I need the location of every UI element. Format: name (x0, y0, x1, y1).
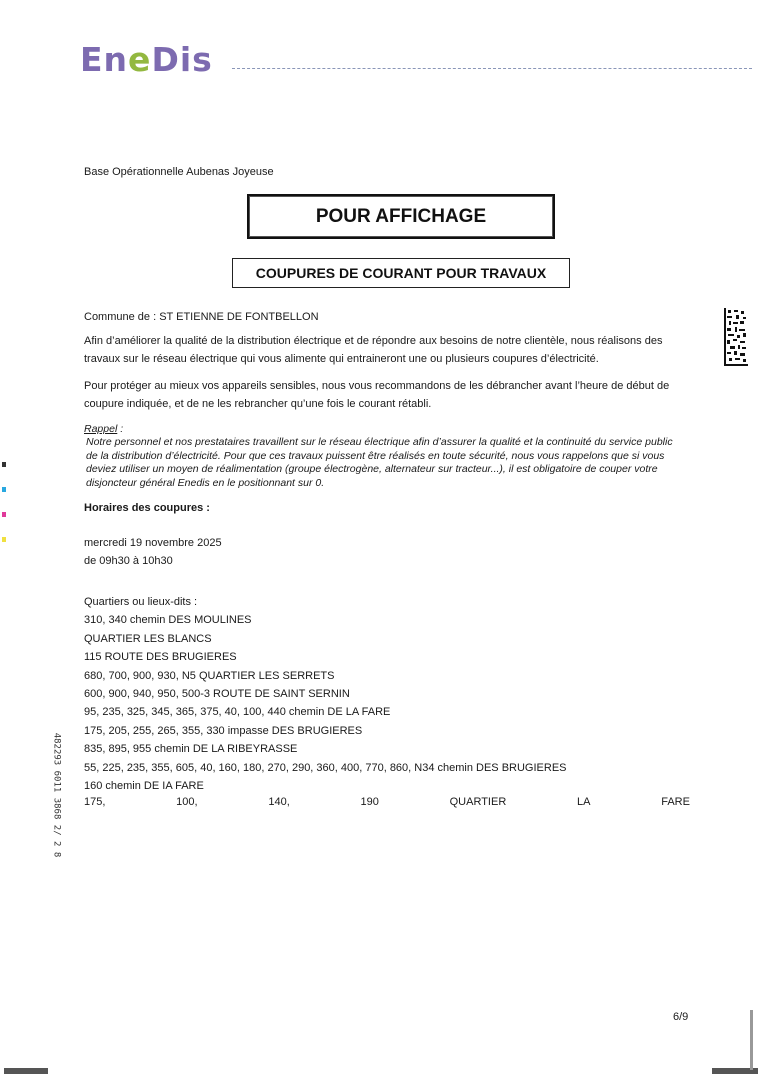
datamatrix-code-icon (724, 308, 748, 366)
list-item: 680, 700, 900, 930, N5 QUARTIER LES SERRETS (84, 669, 335, 682)
scan-edge-left (4, 1068, 48, 1074)
base-label: Base Opérationnelle Aubenas Joyeuse (84, 166, 274, 178)
print-mark-yellow (2, 537, 6, 542)
rappel-block (84, 423, 684, 490)
last-row-word: 175, (84, 796, 106, 808)
print-mark-cyan (2, 487, 6, 492)
outage-time: de 09h30 à 10h30 (84, 555, 173, 567)
print-mark-magenta (2, 512, 6, 517)
places-last-row (84, 796, 690, 808)
enedis-logo (80, 40, 213, 79)
last-row-word: QUARTIER (449, 796, 507, 808)
rappel-body: Notre personnel et nos prestataires travaillent sur le réseau électrique afin d’assurer la qualité et la continuité du service public de la distribution d’électricité. Pour que ces travaux puissent être réalisés en toute sécurité, nous vous rappelons que si vous deviez utiliser un moyen de réalimentation (groupe électrogène, alternateur sur tracteur...), il est obligatoire de couper votre disjoncteur général Enedis en le positionnant sur 0. (86, 436, 673, 489)
list-item: 115 ROUTE DES BRUGIERES (84, 651, 237, 664)
list-item: 175, 205, 255, 265, 355, 330 impasse DES BRUGIERES (84, 724, 363, 737)
page-number: 6/9 (673, 1011, 689, 1023)
paragraph-2: Pour protéger au mieux vos appareils sensibles, nous vous recommandons de les débrancher avant l’heure de début de coupure indiquée, et de ne les rebrancher qu’une fois le courant rétabli. (84, 380, 670, 410)
horaires-label: Horaires des coupures : (84, 502, 210, 514)
list-item: 835, 895, 955 chemin DE LA RIBEYRASSE (84, 743, 298, 756)
places-label: Quartiers ou lieux-dits : (84, 596, 198, 608)
logo-text-part-1: En (80, 40, 129, 79)
last-row-word: FARE (661, 796, 690, 808)
last-row-word: 140, (268, 796, 290, 808)
side-reference-code: 482293 6011 3868 2/ 2 8 (51, 732, 62, 858)
last-row-word: 100, (176, 796, 198, 808)
last-row-word: 190 (360, 796, 379, 808)
outage-date: mercredi 19 novembre 2025 (84, 537, 222, 549)
list-item: 160 chemin DE IA FARE (84, 779, 204, 792)
places-list (84, 593, 704, 795)
print-mark-black (2, 462, 6, 467)
title-main: POUR AFFICHAGE (247, 194, 555, 239)
list-item: QUARTIER LES BLANCS (84, 632, 212, 645)
list-item: 600, 900, 940, 950, 500-3 ROUTE DE SAINT SERNIN (84, 687, 350, 700)
logo-text-part-3: Dis (151, 40, 213, 79)
rappel-title-suffix: : (117, 423, 124, 435)
paragraph-1: Afin d’améliorer la qualité de la distribution électrique et de répondre aux besoins de notre clientèle, nous réalisons des travaux sur le réseau électrique qui vous alimente qui entraineront une ou plusieurs coupures d’électricité. (84, 335, 663, 365)
list-item: 55, 225, 235, 355, 605, 40, 160, 180, 270, 290, 360, 400, 770, 860, N34 chemin DES BRUGIERES (84, 761, 567, 774)
logo-text-part-2: e (128, 40, 152, 79)
list-item: 95, 235, 325, 345, 365, 375, 40, 100, 440 chemin DE LA FARE (84, 706, 391, 719)
list-item: 310, 340 chemin DES MOULINES (84, 614, 252, 627)
rappel-title: Rappel (84, 423, 118, 435)
scan-edge-vertical (750, 1010, 753, 1070)
last-row-word: LA (577, 796, 591, 808)
commune-line: Commune de : ST ETIENNE DE FONTBELLON (84, 311, 319, 323)
header-divider (232, 68, 752, 69)
title-sub: COUPURES DE COURANT POUR TRAVAUX (232, 258, 570, 288)
